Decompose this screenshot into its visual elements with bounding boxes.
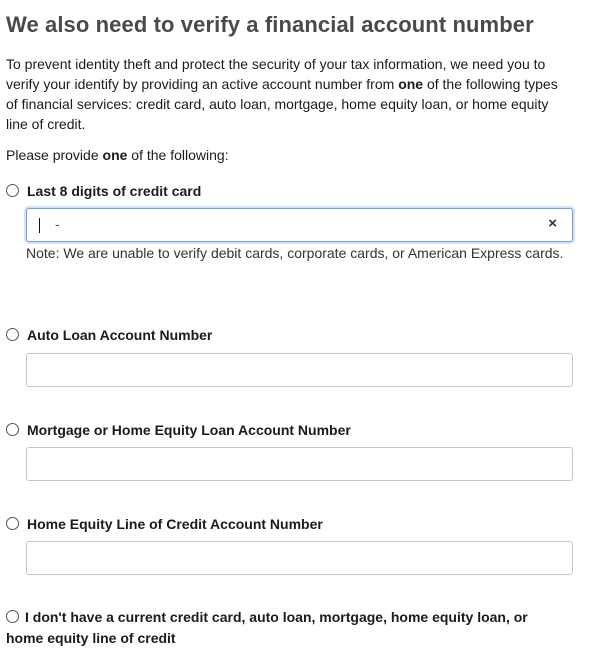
heloc-label: Home Equity Line of Credit Account Number (27, 516, 323, 532)
intro-text-1: To prevent identity theft and protect the security of your tax information, we need you to verify your identify by providing an active account number from (6, 56, 546, 92)
heloc-input[interactable] (26, 541, 573, 575)
auto-loan-radio[interactable] (6, 328, 19, 341)
page-title: We also need to verify a financial account number (6, 12, 534, 37)
clear-icon[interactable]: × (548, 215, 557, 232)
no-account-label: I don't have a current credit card, auto loan, mortgage, home equity loan, or home equity line of credit (6, 609, 528, 646)
no-account-option[interactable] (6, 607, 566, 649)
intro-text-2: of the following types of financial services: credit card, auto loan, mortgage, home equity loan, or home equity line of credit. (6, 76, 558, 132)
intro-emphasis: one (398, 76, 424, 92)
auto-loan-option[interactable] (6, 325, 212, 345)
credit-card-input[interactable] (26, 208, 573, 242)
auto-loan-label: Auto Loan Account Number (27, 327, 213, 343)
mortgage-option[interactable] (6, 420, 351, 440)
mortgage-input[interactable] (26, 447, 573, 481)
instruction-text (6, 145, 229, 165)
input-mask-separator: - (55, 216, 60, 232)
intro-paragraph (6, 54, 566, 134)
credit-card-radio[interactable] (6, 184, 19, 197)
heloc-radio[interactable] (6, 517, 19, 530)
prompt-text-1: Please provide (6, 147, 103, 163)
prompt-text-2: of the following: (127, 147, 229, 163)
mortgage-radio[interactable] (6, 423, 19, 436)
prompt-emphasis: one (102, 147, 128, 163)
heloc-option[interactable] (6, 514, 323, 534)
mortgage-label: Mortgage or Home Equity Loan Account Number (27, 422, 351, 438)
credit-card-label: Last 8 digits of credit card (27, 183, 202, 199)
no-account-radio[interactable] (6, 610, 19, 623)
text-cursor (39, 218, 40, 233)
credit-card-note: Note: We are unable to verify debit cards, corporate cards, or American Express cards. (26, 245, 564, 261)
auto-loan-input[interactable] (26, 353, 573, 387)
credit-card-option[interactable] (6, 181, 201, 201)
